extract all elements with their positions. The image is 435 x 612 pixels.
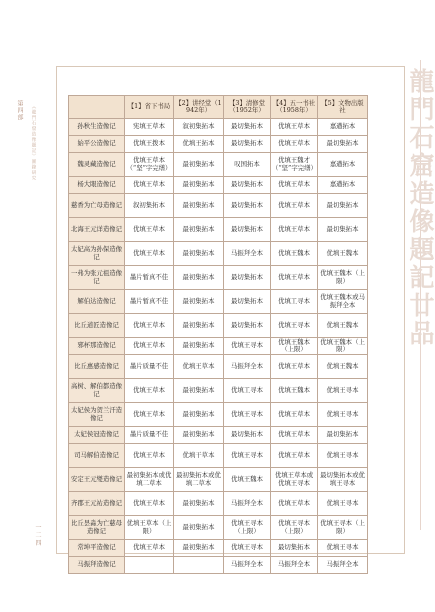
table-row: [69, 136, 368, 153]
rubbing-source-cell: 优填王寻本: [224, 403, 271, 427]
rubbing-source-cell: 优填王草本: [125, 314, 174, 338]
rubbing-source-cell: 优填王草本: [125, 218, 174, 242]
page-number: 一 二 四: [34, 524, 41, 546]
rubbing-source-cell: 优填王魏本: [318, 314, 368, 338]
table-row: [69, 492, 368, 516]
rubbing-source-cell: 最初集拓本: [174, 403, 224, 427]
rubbing-source-cell: 最切集拓本: [224, 194, 271, 218]
rubbing-source-cell: 最切集拓本: [318, 427, 368, 444]
table-row: [69, 427, 368, 444]
inscription-name-cell: 始平公造像记: [69, 136, 125, 153]
rubbing-source-cell: 墨片质量不佳: [125, 355, 174, 379]
header-cell: 【4】五一书社（1958年）: [271, 96, 318, 119]
rubbing-source-cell: 马振拜全本: [224, 557, 271, 574]
rubbing-source-cell: 优填工寻本: [271, 290, 318, 314]
rubbing-source-cell: 优填王拓本: [174, 136, 224, 153]
rubbing-source-cell: 马振拜全本: [318, 557, 368, 574]
table-row: [69, 355, 368, 379]
rubbing-source-cell: 最初集拓本: [174, 492, 224, 516]
rubbing-source-cell: 优填王寻本（上限）: [224, 516, 271, 540]
rubbing-source-cell: 优填王寻本: [318, 403, 368, 427]
rubbing-source-cell: 叙初集拓本: [125, 194, 174, 218]
rubbing-source-cell: 马振拜全本: [224, 492, 271, 516]
table-header: [69, 96, 368, 119]
header-row: [69, 96, 368, 119]
rubbing-source-cell: 优填王草本: [271, 427, 318, 444]
inscription-name-cell: 一弗为张元祖造像记: [69, 266, 125, 290]
rubbing-source-cell: 叹国拓本: [224, 153, 271, 177]
rubbing-source-cell: 最切集拓本: [224, 266, 271, 290]
rubbing-source-cell: 墨片暂真不佳: [125, 266, 174, 290]
rubbing-source-cell: 马振拜全本: [224, 355, 271, 379]
rubbing-source-cell: 优填王魏本（上限）: [318, 266, 368, 290]
inscription-name-cell: 太妃侯为贺兰汗造像记: [69, 403, 125, 427]
inscription-name-cell: 邪杯那造像记: [69, 338, 125, 355]
header-cell: 【1】省下书局: [125, 96, 174, 119]
inscription-name-cell: 比丘昙淼为亡慈母造像记: [69, 516, 125, 540]
rubbing-source-cell: 最初集拓本或优填二草本: [125, 468, 174, 492]
rubbing-source-cell: 优填王寻本: [224, 540, 271, 557]
rubbing-source-cell: 优填王草本: [125, 444, 174, 468]
rubbing-source-cell: 最初集拓本: [174, 266, 224, 290]
title-watermark: 龍門石窟造像題記廿品: [406, 68, 435, 348]
rubbing-source-cell: 优填王魏本: [224, 468, 271, 492]
inscription-name-cell: 杨大眼造像记: [69, 177, 125, 194]
rubbing-source-cell: 优填王草本（上限）: [125, 516, 174, 540]
rubbing-source-cell: 优填王草本: [174, 355, 224, 379]
rubbing-source-cell: 优填王寻本: [224, 444, 271, 468]
rubbing-source-cell: 优填王寻本: [271, 314, 318, 338]
table-row: [69, 119, 368, 136]
rubbing-source-cell: 最切集拓本: [318, 136, 368, 153]
rubbing-source-cell: 优填王草本: [125, 177, 174, 194]
rubbing-source-cell: 优填王寻本（上限）: [271, 516, 318, 540]
inscription-name-cell: 慈香为亡母造像记: [69, 194, 125, 218]
rubbing-source-cell: 最切集拓本: [271, 540, 318, 557]
rubbing-source-cell: 优填王草本: [271, 218, 318, 242]
rubbing-source-cell: 优填王魏本（上限）: [318, 338, 368, 355]
side-section-label: 第四部: [16, 100, 23, 121]
rubbing-source-cell: 优填王魏才（“坚”字完缮）: [271, 153, 318, 177]
rubbing-source-cell: 优填王寻本: [318, 540, 368, 557]
rubbing-source-cell: 优填王魏本: [271, 242, 318, 266]
rubbing-source-cell: 最切集拓本: [224, 427, 271, 444]
rubbing-source-cell: 优填王魏本或马振拜全本: [318, 290, 368, 314]
side-section-subtitle: 《龍門石窟造像題記》圖錄研究: [31, 104, 36, 181]
rubbing-source-cell: 优填王寻本: [224, 338, 271, 355]
table-row: [69, 177, 368, 194]
rubbing-source-cell: 最初集拓本: [174, 379, 224, 403]
header-cell: 【2】讲经堂（1942年）: [174, 96, 224, 119]
inscription-name-cell: 魏灵藏造像记: [69, 153, 125, 177]
rubbing-source-cell: 最切集拓本: [224, 218, 271, 242]
rubbing-source-cell: 最切集拓本或优填王寻本: [318, 468, 368, 492]
rubbing-source-cell: 最初集拓本: [174, 153, 224, 177]
rubbing-source-cell: 优填王草本: [125, 540, 174, 557]
rubbing-source-cell: 优填王寻本: [318, 492, 368, 516]
table-row: [69, 242, 368, 266]
rubbing-source-cell: 优填王魏本: [271, 379, 318, 403]
inscription-name-cell: 孙秋生造像记: [69, 119, 125, 136]
rubbing-source-cell: 最初集拓本或优填二草本: [174, 468, 224, 492]
rubbing-source-cell: 优填王寻本（上限）: [318, 516, 368, 540]
header-cell: [69, 96, 125, 119]
rubbing-source-cell: 最切集拓本: [224, 314, 271, 338]
rubbing-source-cell: 叙初集拓本: [174, 119, 224, 136]
table-row: [69, 379, 368, 403]
inscription-name-cell: 司马解伯造像记: [69, 444, 125, 468]
table-row: [69, 338, 368, 355]
rubbing-source-cell: 最切集拓本: [318, 218, 368, 242]
rubbing-source-cell: 宪填王草本: [125, 119, 174, 136]
rubbing-source-cell: [125, 557, 174, 574]
rubbing-source-cell: 优填王草本: [125, 242, 174, 266]
rubbing-source-cell: 优填王寻本: [318, 444, 368, 468]
inscription-name-cell: 高树、解伯都造像记: [69, 379, 125, 403]
inscription-name-cell: 北海王元详造像记: [69, 218, 125, 242]
rubbing-source-cell: 最初集拓本: [174, 218, 224, 242]
inscription-name-cell: 常坤平造像记: [69, 540, 125, 557]
rubbing-source-cell: 优填王魏本（上限）: [271, 338, 318, 355]
table-row: [69, 266, 368, 290]
table-row: [69, 290, 368, 314]
table-row: [69, 218, 368, 242]
rubbing-source-cell: 优填王魏本: [318, 355, 368, 379]
rubbing-source-cell: 优填王草本: [271, 194, 318, 218]
rubbing-source-cell: 优填王草本: [271, 444, 318, 468]
header-cell: 【3】清修堂（1952年）: [224, 96, 271, 119]
rubbing-source-cell: 最切集拓本: [224, 119, 271, 136]
rubbing-source-cell: 优填王草本: [271, 355, 318, 379]
table-row: [69, 153, 368, 177]
rubbing-source-cell: 最切集拓本: [224, 177, 271, 194]
rubbing-source-cell: 最切集拓本: [224, 290, 271, 314]
rubbing-source-cell: 最初集拓本: [174, 194, 224, 218]
table-body: [69, 119, 368, 574]
rubbing-source-cell: 最初集拓本: [174, 540, 224, 557]
rubbing-source-cell: 最切集拓本: [318, 194, 368, 218]
rubbing-source-cell: 最初集拓本: [174, 242, 224, 266]
rubbing-source-cell: 优填王寻本: [318, 379, 368, 403]
inscription-name-cell: 马振拜造像记: [69, 557, 125, 574]
rubbing-source-cell: 优填王草本: [125, 338, 174, 355]
rubbing-source-cell: 最初集拓本: [174, 338, 224, 355]
rubbing-source-cell: 优填王草本: [271, 119, 318, 136]
rubbing-source-cell: 优填王拨本: [125, 136, 174, 153]
inscription-name-cell: 太妃高为孙保造像记: [69, 242, 125, 266]
rubbing-source-cell: 嘉遒拓本: [318, 153, 368, 177]
rubbing-source-cell: 优填工寻本: [224, 379, 271, 403]
rubbing-source-cell: 优填王草本: [125, 403, 174, 427]
rubbing-source-cell: 墨片暂真不佳: [125, 290, 174, 314]
rubbing-source-cell: 优填王草本: [271, 136, 318, 153]
inscription-name-cell: 齐郡王元祐造像记: [69, 492, 125, 516]
rubbing-source-cell: 优填王草本: [125, 379, 174, 403]
rubbing-source-cell: 优填王草本（“坚”字完缮）: [125, 153, 174, 177]
inscription-name-cell: 解伯达造像记: [69, 290, 125, 314]
rubbing-source-cell: 马振拜全本: [271, 557, 318, 574]
table-row: [69, 444, 368, 468]
rubbing-source-cell: 最初集拓本: [174, 290, 224, 314]
rubbing-source-cell: 优填王草本: [271, 403, 318, 427]
table-row: [69, 557, 368, 574]
table-row: [69, 468, 368, 492]
rubbing-source-cell: 嘉遒拓本: [318, 119, 368, 136]
rubbing-source-cell: 优填王魏本: [318, 242, 368, 266]
table-row: [69, 403, 368, 427]
inscription-name-cell: 比丘道匠造像记: [69, 314, 125, 338]
header-cell: 【5】文物出版社: [318, 96, 368, 119]
rubbing-source-cell: 优填王草本: [271, 177, 318, 194]
rubbing-source-cell: 马振拜全本: [224, 242, 271, 266]
rubbing-source-cell: 优填王草本: [271, 266, 318, 290]
table-row: [69, 516, 368, 540]
rubbing-source-cell: 最初集拓本: [174, 427, 224, 444]
table-row: [69, 540, 368, 557]
rubbing-source-cell: 最切集拓本: [224, 136, 271, 153]
rubbing-source-cell: 嘉遒拓本: [318, 177, 368, 194]
inscription-name-cell: 安定王元燮造像记: [69, 468, 125, 492]
rubbing-source-cell: 最初集拓本: [174, 177, 224, 194]
rubbing-source-cell: 最初集拓本: [174, 314, 224, 338]
inscription-name-cell: 比丘惠感造像记: [69, 355, 125, 379]
rubbing-source-cell: 优填干草本: [174, 444, 224, 468]
rubbing-source-cell: 优填王草本或优填王寻本: [271, 468, 318, 492]
rubbing-source-cell: 最初集拓本: [174, 516, 224, 540]
rubbing-source-cell: 优填王草本: [125, 492, 174, 516]
table-row: [69, 314, 368, 338]
rubbing-source-cell: [174, 557, 224, 574]
inscription-name-cell: 太妃侯冠造像记: [69, 427, 125, 444]
rubbing-source-cell: 优填王草本: [271, 492, 318, 516]
table-row: [69, 194, 368, 218]
rubbing-source-cell: 墨片质量不佳: [125, 427, 174, 444]
rubbing-comparison-table: [68, 95, 368, 574]
